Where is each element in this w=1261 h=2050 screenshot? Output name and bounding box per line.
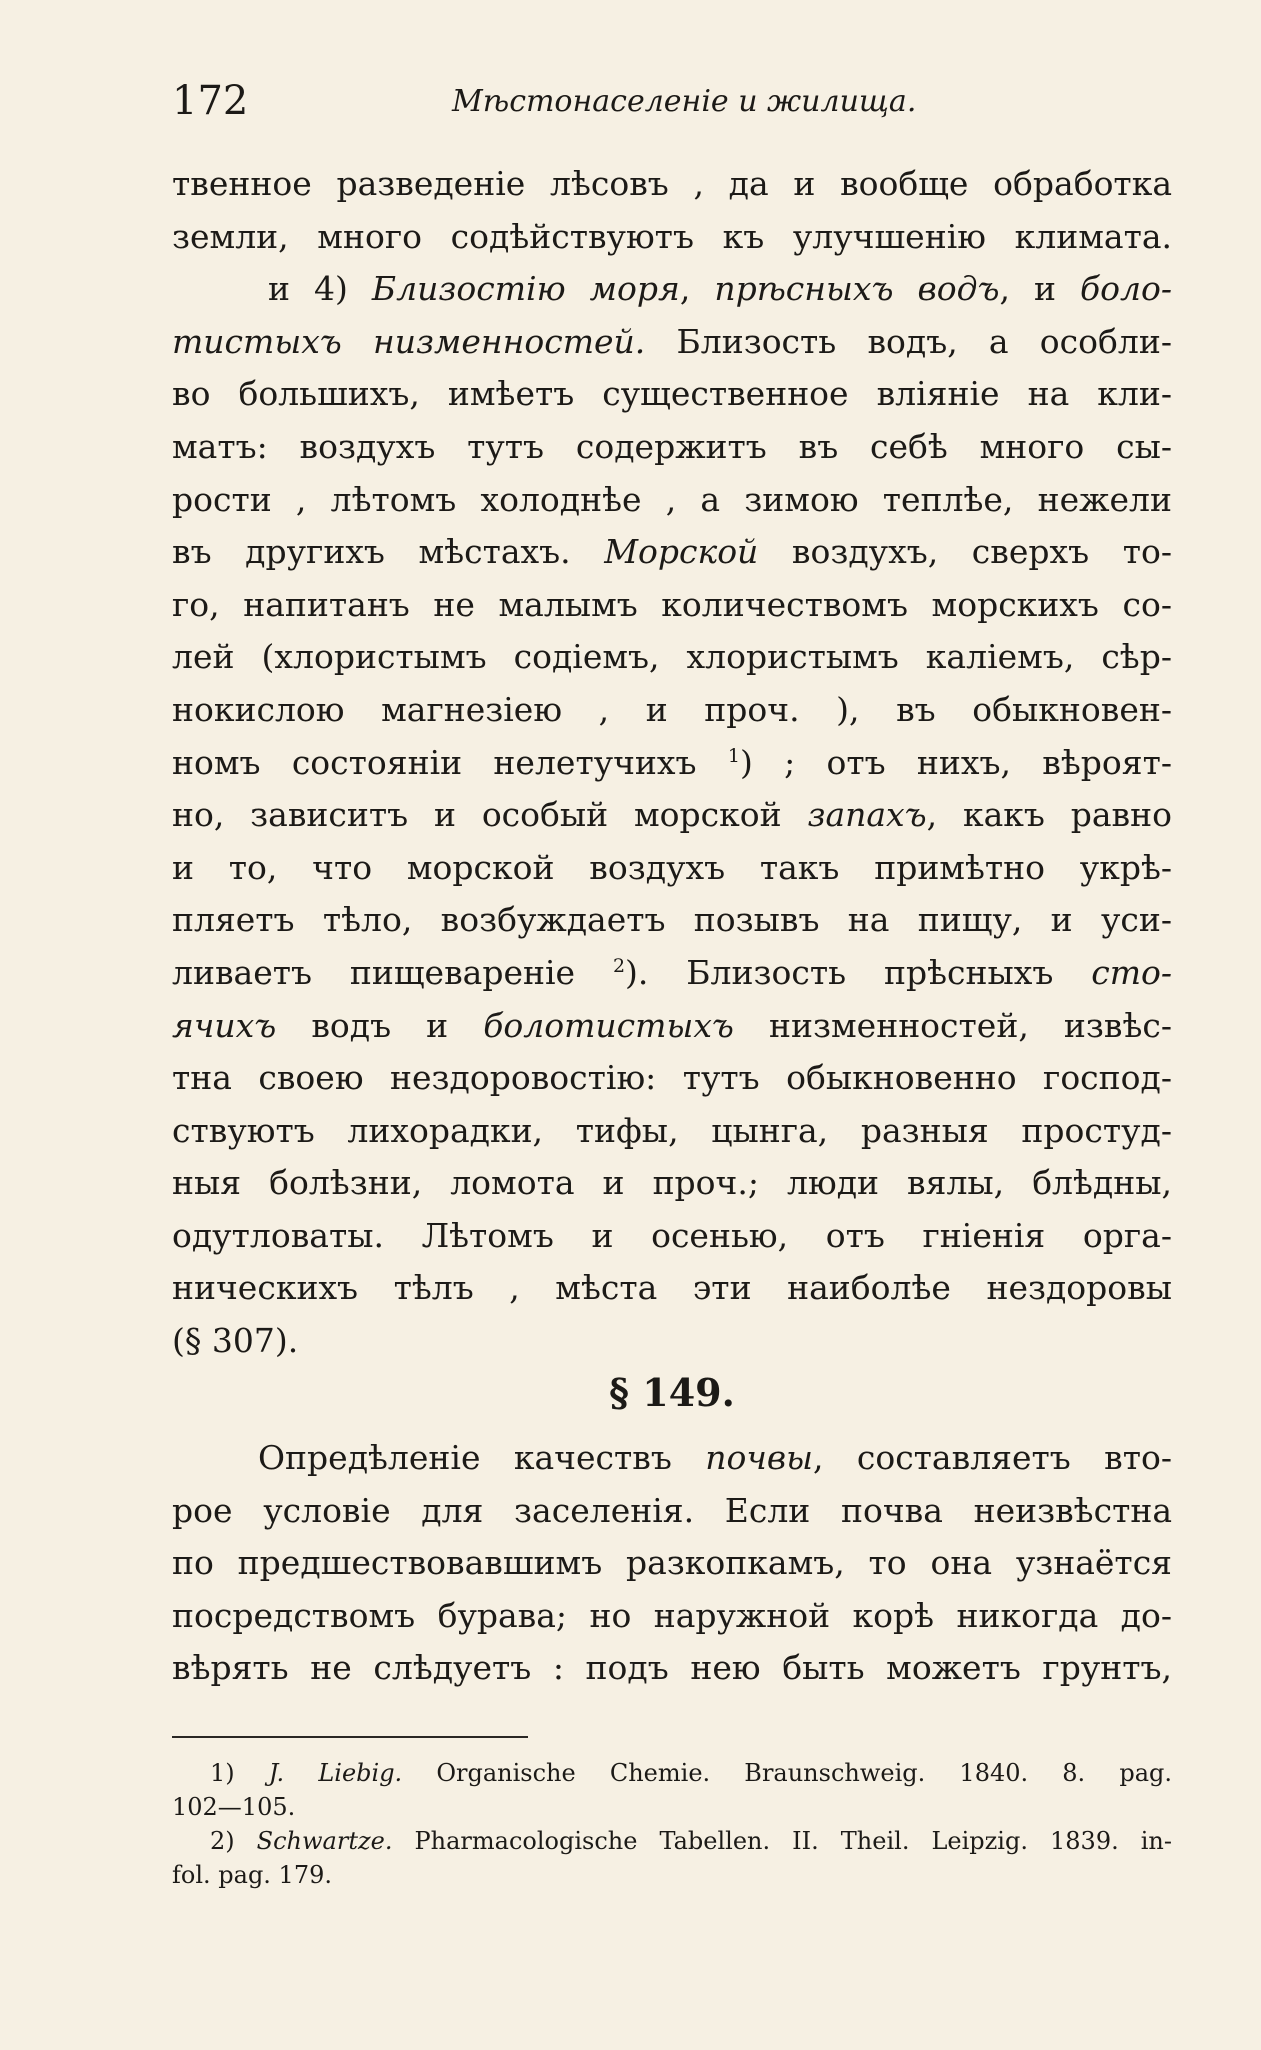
footnote-ref-1: 1 [727, 744, 740, 767]
text-line: ныя болѣзни, ломота и проч.; люди вялы, блѣдны, [172, 1163, 1172, 1203]
text-line: пляетъ тѣло, возбуждаетъ позывъ на пищу, и уси- [172, 900, 1172, 940]
text-line [172, 1432, 1172, 1485]
emphasis: запахъ [807, 795, 927, 835]
text-line: ствуютъ лихорадки, тифы, цынга, разныя простуд- [172, 1110, 1172, 1150]
page-number: 172 [172, 78, 249, 124]
text-run: воздухъ, сверхъ то- [758, 532, 1172, 572]
footnote-1 [172, 1756, 1172, 1790]
text-line [172, 316, 1172, 369]
text-line: лей (хлористымъ содіемъ, хлористымъ каліемъ, сѣр- [172, 637, 1172, 677]
text-line: тна своею нездоровостію: тутъ обыкновенно господ- [172, 1058, 1172, 1098]
text-line: твенное разведеніе лѣсовъ , да и вообще обработка [172, 164, 1172, 203]
text-run: низменностей, извѣс- [733, 1005, 1172, 1045]
emphasis: Близостію моря [371, 269, 680, 309]
emphasis: сто- [1091, 952, 1173, 992]
text-line: (§ 307). [172, 1321, 299, 1361]
footnote-marker: 1) [210, 1759, 269, 1787]
text-line: ническихъ тѣлъ , мѣста эти наиболѣе нездоровы [172, 1268, 1172, 1308]
text-line: земли, много содѣйствуютъ къ улучшенію климата. [172, 216, 1172, 256]
text-line: рое условіе для заселенія. Если почва неизвѣстна [172, 1490, 1172, 1530]
text-run: Близость водъ, а особли- [645, 321, 1173, 361]
text-line [172, 263, 1172, 316]
text-line: и то, что морской воздухъ такъ примѣтно укрѣ- [172, 847, 1172, 887]
text-run: но, зависитъ и особый морской [172, 795, 808, 835]
text-line: одутловаты. Лѣтомъ и осенью, отъ гніенія орга- [172, 1215, 1172, 1255]
footnote-text: Organische Chemie. Braunschweig. 1840. 8. pag. [402, 1759, 1172, 1787]
paragraph-1 [172, 158, 1172, 1368]
emphasis: прѣсныхъ водъ [714, 269, 1000, 309]
text-line [172, 789, 1172, 842]
emphasis: ячихъ [172, 1005, 277, 1045]
text-run: водъ и [276, 1005, 484, 1045]
text-run: и 4) [268, 269, 372, 309]
text-run: Опредѣленіе качествъ [258, 1438, 706, 1477]
text-run: ). Близость прѣсныхъ [625, 952, 1092, 992]
text-line: вѣрять не слѣдуетъ : подъ нею быть можетъ грунтъ, [172, 1648, 1172, 1688]
footnote-author: Schwartze. [256, 1827, 393, 1855]
footnote-marker: 2) [210, 1827, 257, 1855]
emphasis: тистыхъ низменностей. [172, 321, 646, 361]
text-run: ливаетъ пищевареніе [172, 952, 613, 992]
text-line [172, 947, 1172, 1000]
text-line: во большихъ, имѣетъ существенное вліяніе на кли- [172, 374, 1172, 414]
running-head: Мѣстонаселеніе и жилища. [452, 84, 917, 119]
footnote-2-continued: fol. pag. 179. [172, 1861, 332, 1889]
text-run: , и [999, 269, 1080, 309]
emphasis: Морской [604, 532, 759, 572]
text-line: рости , лѣтомъ холоднѣе , а зимою теплѣе, нежели [172, 479, 1172, 519]
footnote-2 [172, 1824, 1172, 1858]
text-line [172, 526, 1172, 579]
footnotes [172, 1756, 1172, 1892]
emphasis: боло- [1079, 269, 1172, 309]
text-line: нокислою магнезіею , и проч. ), въ обыкновен- [172, 689, 1172, 729]
emphasis: болотистыхъ [483, 1005, 734, 1045]
paragraph-2 [172, 1432, 1172, 1695]
text-line: посредствомъ бурава; но наружной корѣ никогда до- [172, 1595, 1172, 1635]
footnote-divider [172, 1736, 528, 1738]
text-run: номъ состояніи нелетучихъ [172, 742, 728, 782]
footnote-1-continued: 102—105. [172, 1793, 296, 1821]
text-run: ) ; отъ нихъ, вѣроят- [739, 742, 1173, 782]
text-line [172, 737, 1172, 790]
page-header [172, 78, 1172, 128]
text-run: , какъ равно [926, 795, 1172, 835]
text-line: матъ: воздухъ тутъ содержитъ въ себѣ много сы- [172, 426, 1172, 466]
footnote-ref-2: 2 [612, 954, 626, 977]
emphasis: почвы [705, 1438, 813, 1477]
text-line [172, 1000, 1172, 1053]
text-run: , составляетъ вто- [812, 1438, 1172, 1477]
footnote-author: J. Liebig. [268, 1759, 403, 1787]
text-run: , [679, 269, 715, 309]
text-line: го, напитанъ не малымъ количествомъ морскихъ со- [172, 584, 1172, 624]
footnote-text: Pharmacologische Tabellen. II. Theil. Leipzig. 1839. in- [392, 1827, 1172, 1855]
text-line: по предшествовавшимъ разкопкамъ, то она узнаётся [172, 1543, 1172, 1583]
section-heading: § 149. [609, 1370, 735, 1415]
text-run: въ другихъ мѣстахъ. [172, 532, 605, 572]
